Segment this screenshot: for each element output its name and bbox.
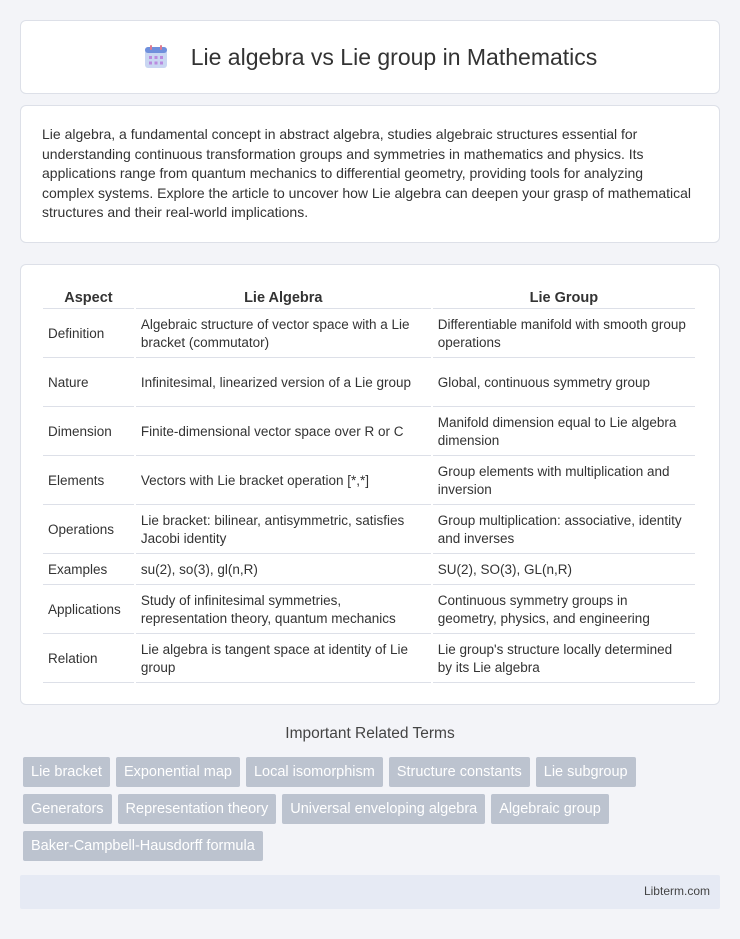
row-aspect: Elements <box>43 456 134 505</box>
term-tag[interactable]: Exponential map <box>116 757 240 787</box>
row-aspect: Applications <box>43 585 134 634</box>
related-terms-list <box>23 757 723 868</box>
row-lie-group: SU(2), SO(3), GL(n,R) <box>433 554 695 585</box>
footer <box>20 875 720 909</box>
related-terms-title: Important Related Terms <box>285 725 455 742</box>
calendar-icon <box>143 44 169 70</box>
comparison-table <box>41 285 697 683</box>
table-row <box>43 407 695 456</box>
term-tag[interactable]: Representation theory <box>118 794 277 824</box>
row-lie-group: Group multiplication: associative, identity and inverses <box>433 505 695 554</box>
term-tag[interactable]: Lie subgroup <box>536 757 636 787</box>
row-lie-group: Lie group's structure locally determined by its Lie algebra <box>433 634 695 683</box>
row-lie-group: Group elements with multiplication and inversion <box>433 456 695 505</box>
footer-brand-link[interactable]: Libterm.com <box>643 884 710 898</box>
header-aspect: Aspect <box>43 285 134 309</box>
row-lie-group: Continuous symmetry groups in geometry, physics, and engineering <box>433 585 695 634</box>
row-lie-group: Manifold dimension equal to Lie algebra dimension <box>433 407 695 456</box>
table-row <box>43 358 695 407</box>
row-aspect: Nature <box>43 358 134 407</box>
table-row <box>43 554 695 585</box>
row-lie-group: Global, continuous symmetry group <box>433 358 695 407</box>
term-tag[interactable]: Structure constants <box>389 757 530 787</box>
row-lie-algebra: Infinitesimal, linearized version of a Lie group <box>136 358 431 407</box>
table-row <box>43 505 695 554</box>
row-lie-algebra: Lie algebra is tangent space at identity of Lie group <box>136 634 431 683</box>
header-lie-group: Lie Group <box>433 285 695 309</box>
term-tag[interactable]: Local isomorphism <box>246 757 383 787</box>
row-lie-algebra: Finite-dimensional vector space over R or C <box>136 407 431 456</box>
row-lie-algebra: su(2), so(3), gl(n,R) <box>136 554 431 585</box>
term-tag[interactable]: Generators <box>23 794 112 824</box>
header-card <box>20 20 720 94</box>
row-aspect: Definition <box>43 309 134 358</box>
term-tag[interactable]: Universal enveloping algebra <box>282 794 485 824</box>
comparison-card <box>20 264 720 705</box>
row-aspect: Dimension <box>43 407 134 456</box>
intro-text: Lie algebra, a fundamental concept in abstract algebra, studies algebraic structures essential for understanding continuous transformation groups and symmetries in mathematics and physics. Its applications range from quantum mechanics to differential geometry, providing tools for analyzing complex systems. Explore the article to uncover how Lie algebra can deepen your grasp of mathematical structures and their real-world implications. <box>42 126 692 221</box>
term-tag[interactable]: Baker-Campbell-Hausdorff formula <box>23 831 263 861</box>
table-row <box>43 309 695 358</box>
table-row <box>43 634 695 683</box>
row-lie-algebra: Vectors with Lie bracket operation [*,*] <box>136 456 431 505</box>
table-row <box>43 456 695 505</box>
row-lie-algebra: Lie bracket: bilinear, antisymmetric, satisfies Jacobi identity <box>136 505 431 554</box>
row-lie-algebra: Algebraic structure of vector space with a Lie bracket (commutator) <box>136 309 431 358</box>
row-aspect: Examples <box>43 554 134 585</box>
row-aspect: Relation <box>43 634 134 683</box>
row-lie-group: Differentiable manifold with smooth group operations <box>433 309 695 358</box>
header-lie-algebra: Lie Algebra <box>136 285 431 309</box>
page-title: Lie algebra vs Lie group in Mathematics <box>190 43 598 70</box>
term-tag[interactable]: Algebraic group <box>491 794 609 824</box>
term-tag[interactable]: Lie bracket <box>23 757 110 787</box>
row-lie-algebra: Study of infinitesimal symmetries, representation theory, quantum mechanics <box>136 585 431 634</box>
intro-card <box>20 105 720 243</box>
row-aspect: Operations <box>43 505 134 554</box>
table-header-row <box>43 285 695 309</box>
table-row <box>43 585 695 634</box>
